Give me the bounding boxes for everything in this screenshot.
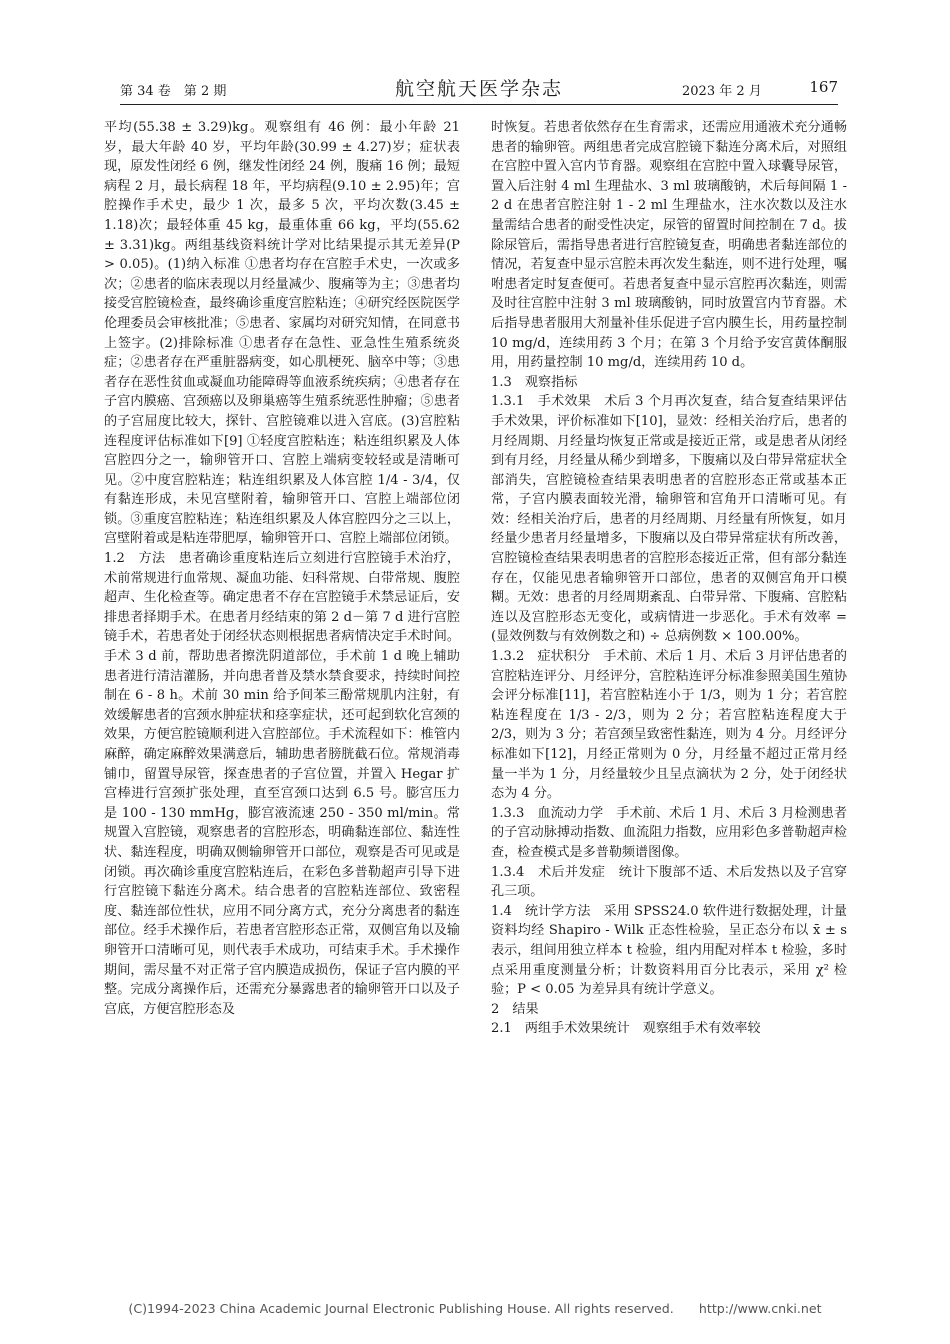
right-column-paragraph: 2 结果 — [491, 1001, 539, 1017]
right-column-paragraph: 时恢复。若患者依然存在生育需求，还需应用通液术充分通畅患者的输卵管。两组患者完成宫腔镜下黏连分离术后，对照组在宫腔中置入宫内节育器。观察组在宫腔中置入球囊导尿管，置入后注射 4 ml 生理盐水、3 ml 玻璃酸钠，术后每间隔 1 - 2 d 在患者宫腔注射 1 - 2 ml 生理盐水，注水次数以及注水量需结合患者的耐受性决定，尿管的留置时间控制在 7 d。拔除尿管后，需指导患者进行宫腔镜复查，明确患者黏连部位的情况，若复查中显示宫腔未再次发生黏连，则不进行处理，嘱咐患者定时复查便可。若患者复查中显示宫腔再次黏连，则需及时往宫腔中注射 3 ml 玻璃酸钠，同时放置宫内节育器。术后指导患者服用大剂量补佳乐促进子宫内膜生长，用药量控制 10 mg/d，连续用药 3 个月；在第 3 个月给予安宫黄体酮服用，用药量控制 10 mg/d，连续用药 10 d。 — [491, 120, 847, 371]
right-column — [491, 118, 847, 1298]
issue-date: 2023 年 2 月 — [682, 84, 762, 99]
volume-issue: 第 34 卷 第 2 期 — [120, 84, 227, 99]
left-column — [104, 118, 460, 1298]
right-column-paragraph: 1.3.3 血流动力学 手术前、术后 1 月、术后 3 月检测患者的子宫动脉搏动指数、血流阻力指数，应用彩色多普勒超声检查，检查模式是多普勒频谱图像。 — [491, 805, 847, 860]
copyright-footer: (C)1994-2023 China Academic Journal Electronic Publishing House. All rights reserved. http://www.cnki.net — [128, 1301, 822, 1316]
right-column-paragraph: 1.3.4 术后并发症 统计下腹部不适、术后发热以及子宫穿孔三项。 — [491, 864, 847, 900]
right-column-paragraph: 1.4 统计学方法 采用 SPSS24.0 软件进行数据处理，计量资料均经 Shapiro - Wilk 正态性检验，呈正态分布以 x̄ ± s 表示，组间用独立样本 t 检验，组内用配对样本 t 检验，多时点采用重度测量分析；计数资料用百分比表示，采用 χ² 检验；P < 0.05 为差异具有统计学意义。 — [491, 903, 847, 998]
journal-title: 航空航天医学杂志 — [394, 78, 563, 100]
left-column-paragraph: 1.2 方法 患者确诊重度粘连后立刻进行宫腔镜手术治疗，术前常规进行血常规、凝血功能、妇科常规、白带常规、腹腔超声、生化检查等。确定患者不存在宫腔镜手术禁忌证后，安排患者择期手术。在患者月经结束的第 2 d－第 7 d 进行宫腔镜手术，若患者处于闭经状态则根据患者病情决定手术时间。手术 3 d 前，帮助患者擦洗阴道部位，手术前 1 d 晚上辅助患者进行清洁灌肠，并向患者普及禁水禁食要求，持续时间控制在 6 - 8 h。术前 30 min 给予间苯三酚常规肌内注射，有效缓解患者的宫颈水肿症状和痉挛症状，还可起到软化宫颈的效果，方便宫腔镜顺利进入宫腔部位。手术流程如下：椎管内麻醉，确定麻醉效果满意后，辅助患者膀胱截石位。常规消毒铺巾，留置导尿管，探查患者的子宫位置，并置入 Hegar 扩宫棒进行宫颈扩张处理，直至宫颈口达到 6.5 号。膨宫压力是 100 - 130 mmHg，膨宫液流速 250 - 350 ml/min。常规置入宫腔镜，观察患者的宫腔形态，明确黏连部位、黏连性状、黏连程度，明确双侧输卵管开口部位，观察是否可见或是闭锁。再次确诊重度宫腔粘连后，在彩色多普勒超声引导下进行宫腔镜下黏连分离术。结合患者的宫腔粘连部位、致密程度、黏连部位性状，应用不同分离方式，充分分离患者的黏连部位。经手术操作后，若患者宫腔形态正常，双侧宫角以及输卵管开口清晰可见，则代表手术成功，可结束手术。手术操作期间，需尽量不对正常子宫内膜造成损伤，保证子宫内膜的平整。完成分离操作后，还需充分暴露患者的输卵管开口以及子宫底，方便宫腔形态及 — [104, 551, 460, 1017]
page-number: 167 — [809, 78, 838, 96]
right-column-paragraph: 2.1 两组手术效果统计 观察组手术有效率较 — [491, 1021, 761, 1037]
left-column-paragraph: 平均(55.38 ± 3.29)kg。观察组有 46 例：最小年龄 21 岁，最大年龄 40 岁，平均年龄(30.99 ± 4.27)岁；症状表现，原发性闭经 6 例，继发性闭经 24 例，腹痛 16 例；最短病程 2 月，最长病程 18 年，平均病程(9.10 ± 2.95)年；宫腔操作手术史，最少 1 次，最多 5 次，平均次数(3.45 ± 1.18)次；最轻体重 45 kg，最重体重 66 kg，平均(55.62 ± 3.31)kg。两组基线资料统计学对比结果提示其无差异(P > 0.05)。(1)纳入标准 ①患者均存在宫腔手术史，一次或多次；②患者的临床表现以月经量减少、腹痛等为主；③患者均接受宫腔镜检查，最终确诊重度宫腔粘连；④研究经医院医学伦理委员会审核批准；⑤患者、家属均对研究知情，在同意书上签字。(2)排除标准 ①患者存在急性、亚急性生殖系统炎症；②患者存在严重脏器病变，如心肌梗死、脑卒中等；③患者存在恶性贫血或凝血功能障碍等血液系统疾病；④患者存在子宫内膜癌、宫颈癌以及卵巢癌等生殖系统恶性肿瘤；⑤患者的子宫屈度比较大，探针、宫腔镜难以进入宫底。(3)宫腔粘连程度评估标准如下[9] ①轻度宫腔粘连；粘连组织累及人体宫腔四分之一，输卵管开口、宫腔上端病变较轻或是清晰可见。②中度宫腔粘连；粘连组织累及人体宫腔 1/4 - 3/4，仅有黏连形成，未见宫壁附着，输卵管开口、宫腔上端部位闭锁。③重度宫腔粘连；粘连组织累及人体宫腔四分之三以上，宫壁附着或是粘连带肥厚，输卵管开口、宫腔上端部位闭锁。 — [104, 120, 460, 547]
page-header — [120, 72, 838, 104]
right-column-paragraph: 1.3.2 症状积分 手术前、术后 1 月、术后 3 月评估患者的宫腔粘连评分、月经评分，宫腔粘连评分标准参照美国生殖协会评分标准[11]，若宫腔粘连小于 1/3，则为 1 分；若宫腔粘连程度在 1/3 - 2/3，则为 2 分；若宫腔粘连程度大于 2/3，则为 3 分；若宫颈呈致密性黏连，则为 4 分。月经评分标准如下[12]，月经正常则为 0 分，月经量不超过正常月经量一半为 1 分，月经量较少且呈点滴状为 2 分，处于闭经状态为 4 分。 — [491, 649, 847, 802]
right-column-paragraph: 1.3 观察指标 — [491, 374, 578, 390]
right-column-paragraph: 1.3.1 手术效果 术后 3 个月再次复查，结合复查结果评估手术效果，评价标准如下[10]，显效：经相关治疗后，患者的月经周期、月经量均恢复正常或是接近正常，或是患者从闭经到有月经，月经量从稀少到增多，下腹痛以及白带异常症状全部消失，宫腔镜检查结果表明患者的宫腔形态正常或基本正常，子宫内膜表面较光滑，输卵管和宫角开口清晰可见。有效：经相关治疗后，患者的月经周期、月经量有所恢复，如月经量少患者月经量增多，下腹痛以及白带异常症状有所改善，宫腔镜检查结果表明患者的宫腔形态接近正常，但有部分黏连存在，仅能见患者输卵管开口部位，患者的双侧宫角开口模糊。无效：患者的月经周期紊乱、白带异常、下腹痛、宫腔粘连以及宫腔形态无变化，或病情进一步恶化。手术有效率 = (显效例数与有效例数之和) ÷ 总病例数 × 100.00%。 — [491, 394, 847, 645]
header-divider — [120, 104, 838, 105]
